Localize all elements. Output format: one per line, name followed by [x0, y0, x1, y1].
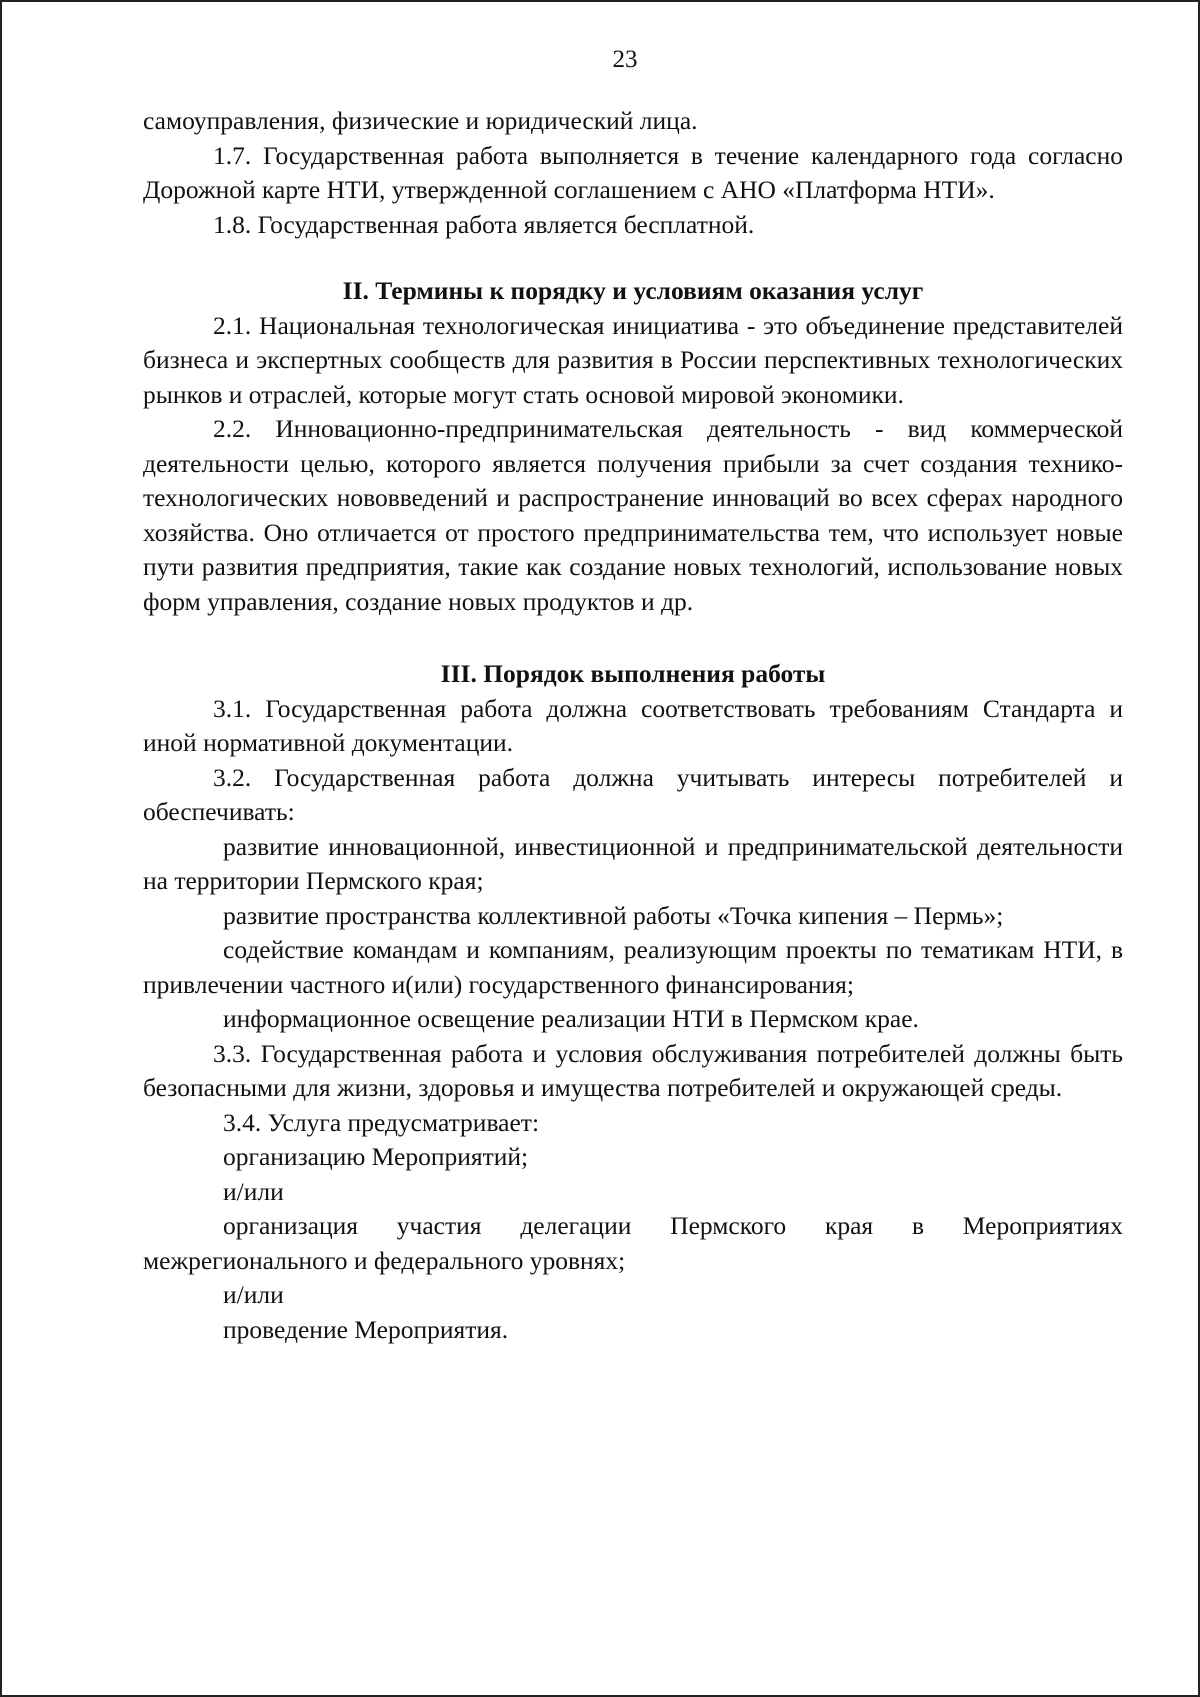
section-heading-3: III. Порядок выполнения работы [440, 659, 826, 688]
paragraph-3-4: 3.4. Услуга предусматривает: [223, 1107, 540, 1137]
page-number: 23 [612, 46, 638, 73]
paragraph-2-1: 2.1. Национальная технологическая инициатива - это объединение представителей бизнеса и экспертных сообществ для развития в России перспективных технологических рынков и отраслей, которые могут стать основой мировой экономики. [143, 310, 1123, 409]
list-item: содействие командам и компаниям, реализующим проекты по тематикам НТИ, в привлечении частного и(или) государственного финансирования; [143, 935, 1123, 999]
section-heading-2: II. Термины к порядку и условиям оказания услуг [342, 276, 924, 305]
list-item: организация участия делегации Пермского края в Мероприятиях межрегионального и федерального уровнях; [143, 1211, 1123, 1275]
connector-text: и/или [223, 1280, 284, 1309]
paragraph-3-2: 3.2. Государственная работа должна учитывать интересы потребителей и обеспечивать: [143, 762, 1123, 826]
paragraph-1-8: 1.8. Государственная работа является бесплатной. [213, 209, 755, 239]
paragraph-3-1: 3.1. Государственная работа должна соответствовать требованиям Стандарта и иной нормативной документации. [143, 693, 1123, 757]
paragraph-continuation: самоуправления, физические и юридический лица. [143, 106, 698, 135]
section-gap [143, 619, 1123, 657]
document-body [143, 104, 1123, 1347]
paragraph-3-3: 3.3. Государственная работа и условия обслуживания потребителей должны быть безопасными для жизни, здоровья и имущества потребителей и окружающей среды. [143, 1038, 1123, 1102]
list-item: информационное освещение реализации НТИ в Пермском крае. [223, 1004, 919, 1033]
paragraph-2-2: 2.2. Инновационно-предпринимательская деятельность - вид коммерческой деятельности целью, которого является получения прибыли за счет создания технико-технологических нововведений и распространение инноваций во всех сферах народного хозяйства. Оно отличается от простого предпринимательства тем, что использует новые пути развития предприятия, такие как создание новых технологий, использование новых форм управления, создание новых продуктов и др. [143, 414, 1123, 616]
list-item: развитие инновационной, инвестиционной и предпринимательской деятельности на территории Пермского края; [143, 831, 1123, 895]
list-item: развитие пространства коллективной работы «Точка кипения – Пермь»; [223, 900, 1004, 930]
list-item: организацию Мероприятий; [223, 1142, 529, 1171]
paragraph-1-7: 1.7. Государственная работа выполняется в течение календарного года согласно Дорожной карте НТИ, утвержденной соглашением с АНО «Платформа НТИ». [143, 140, 1123, 204]
section-gap [143, 242, 1123, 274]
list-item: проведение Мероприятия. [223, 1314, 509, 1344]
connector-text: и/или [223, 1176, 284, 1206]
